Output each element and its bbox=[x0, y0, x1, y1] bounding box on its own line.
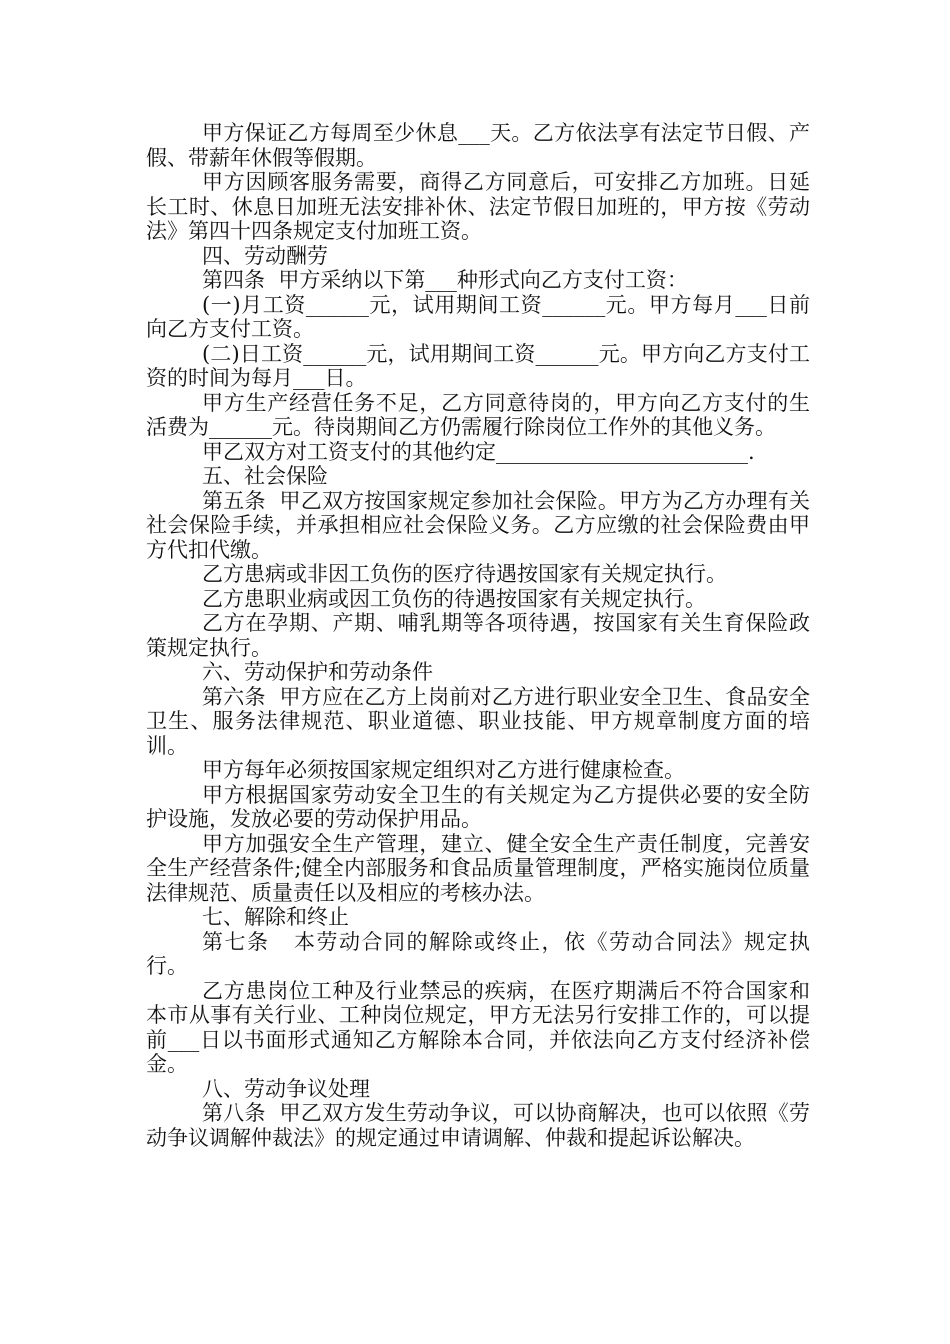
paragraph-maternity: 乙方在孕期、产期、哺乳期等各项待遇，按国家有关生育保险政策规定执行。 bbox=[146, 611, 810, 660]
paragraph-overtime: 甲方因顾客服务需要，商得乙方同意后，可安排乙方加班。日延长工时、休息日加班无法安排补休、法定节假日加班的，甲方按《劳动法》第四十四条规定支付加班工资。 bbox=[146, 170, 810, 243]
paragraph-occupational-injury: 乙方患职业病或因工负伤的待遇按国家有关规定执行。 bbox=[202, 586, 706, 611]
article-6: 第六条 甲方应在乙方上岗前对乙方进行职业安全卫生、食品安全卫生、服务法律规范、职业道德、职业技能、甲方规章制度方面的培训。 bbox=[146, 684, 810, 758]
section-heading-social-insurance: 五、社会保险 bbox=[202, 464, 328, 488]
article-4: 第四条 甲方采纳以下第___种形式向乙方支付工资： bbox=[202, 268, 688, 292]
paragraph-medical-treatment: 乙方患病或非因工负伤的医疗待遇按国家有关规定执行。 bbox=[202, 562, 727, 586]
paragraph-safety-facilities: 甲方根据国家劳动安全卫生的有关规定为乙方提供必要的安全防护设施，发放必要的劳动保护用品。 bbox=[146, 782, 810, 831]
article-8: 第八条 甲乙双方发生劳动争议，可以协商解决，也可以依照《劳动争议调解仲裁法》的规定通过申请调解、仲裁和提起诉讼解决。 bbox=[146, 1101, 810, 1150]
paragraph-standby-allowance: 甲方生产经营任务不足，乙方同意待岗的，甲方向乙方支付的生活费为______元。待岗期间乙方仍需履行除岗位工作外的其他义务。 bbox=[146, 390, 810, 439]
document-page bbox=[146, 121, 810, 1150]
paragraph-rest-days: 甲方保证乙方每周至少休息___天。乙方依法享有法定节日假、产假、带薪年休假等假期。 bbox=[146, 121, 810, 170]
paragraph-other-wage-terms: 甲乙双方对工资支付的其他约定________________________. bbox=[202, 439, 755, 464]
paragraph-safety-management: 甲方加强安全生产管理，建立、健全安全生产责任制度，完善安全生产经营条件;健全内部服务和食品质量管理制度，严格实施岗位质量法律规范、质量责任以及相应的考核办法。 bbox=[146, 831, 810, 905]
paragraph-monthly-wage: (一)月工资______元，试用期间工资______元。甲方每月___日前向乙方支付工资。 bbox=[146, 292, 810, 341]
paragraph-termination-disease: 乙方患岗位工种及行业禁忌的疾病，在医疗期满后不符合国家和本市从事有关行业、工种岗位规定，甲方无法另行安排工作的，可以提前___日以书面形式通知乙方解除本合同，并依法向乙方支付经济补偿金。 bbox=[146, 978, 810, 1076]
article-7: 第七条 本劳动合同的解除或终止，依《劳动合同法》规定执行。 bbox=[146, 929, 810, 978]
section-heading-termination: 七、解除和终止 bbox=[202, 905, 349, 929]
article-5: 第五条 甲乙双方按国家规定参加社会保险。甲方为乙方办理有关社会保险手续，并承担相应社会保险义务。乙方应缴的社会保险费由甲方代扣代缴。 bbox=[146, 488, 810, 562]
paragraph-daily-wage: (二)日工资______元，试用期间工资______元。甲方向乙方支付工资的时间为每月___日。 bbox=[146, 341, 810, 390]
section-heading-labor-protection: 六、劳动保护和劳动条件 bbox=[202, 660, 433, 684]
paragraph-health-check: 甲方每年必须按国家规定组织对乙方进行健康检查。 bbox=[202, 758, 685, 782]
section-heading-remuneration: 四、劳动酬劳 bbox=[202, 243, 328, 268]
section-heading-dispute: 八、劳动争议处理 bbox=[202, 1076, 370, 1101]
